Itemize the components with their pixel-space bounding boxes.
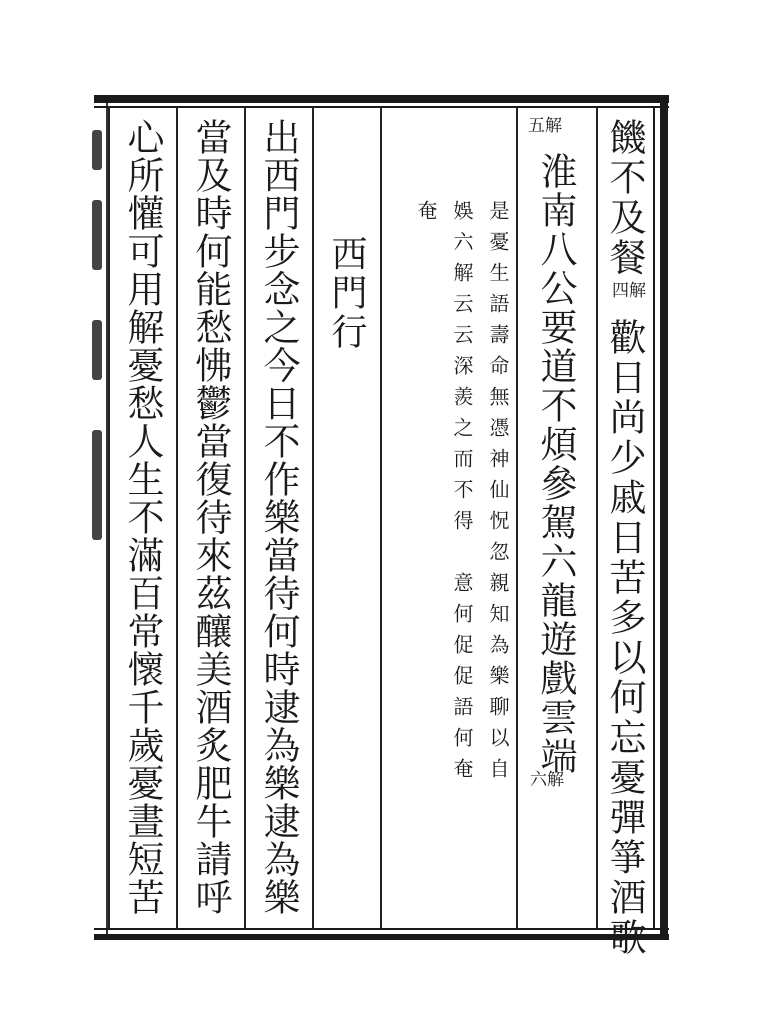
section-mark-text: 六解 [530, 770, 564, 790]
frame-top-rule [94, 95, 669, 103]
text-column-1b: 歡日尚少戚日苦多以何忘憂彈箏酒歌 [603, 318, 646, 958]
text-column-2: 淮南八公要道不煩參駕六龍遊戲雲端 [534, 152, 577, 776]
section-mark-6 [530, 772, 564, 789]
text-column-8: 當及時何能愁怫鬱當復待來茲釀美酒炙肥牛請呼 [189, 118, 232, 916]
adjacent-page-ink [92, 130, 102, 170]
column-divider [108, 106, 110, 930]
adjacent-page-ink [92, 430, 102, 540]
column-divider [244, 106, 246, 930]
column-divider [380, 106, 382, 930]
column-divider [596, 106, 598, 930]
section-mark-4 [612, 283, 646, 300]
text-column-9: 心所懽可用解憂愁人生不滿百常懷千歲憂晝短苦 [121, 118, 164, 916]
poem-title: 西門行 [326, 235, 367, 352]
text-column-7: 出西門步念之今日不作樂當待何時逮為樂逮為樂 [257, 118, 300, 916]
column-divider [176, 106, 178, 930]
adjacent-page-ink [92, 200, 102, 270]
section-mark-5 [528, 118, 562, 135]
frame-right-rule [660, 95, 668, 940]
section-mark-text: 四解 [612, 281, 646, 301]
commentary-column-c: 奄 [414, 200, 438, 231]
commentary-column-a: 是憂生語壽命無憑神仙怳忽親知為樂聊以自 [486, 200, 510, 789]
frame-right-inner-rule [653, 106, 655, 930]
column-divider [516, 106, 518, 930]
frame-bottom-rule [94, 934, 669, 940]
section-mark-text: 五解 [528, 116, 562, 136]
text-column-1a: 饑不及餐 [603, 118, 646, 278]
commentary-column-b: 娛六解云云深羨之而不得 意何促促語何奄 [450, 200, 474, 789]
column-divider [312, 106, 314, 930]
adjacent-page-ink [92, 320, 102, 380]
